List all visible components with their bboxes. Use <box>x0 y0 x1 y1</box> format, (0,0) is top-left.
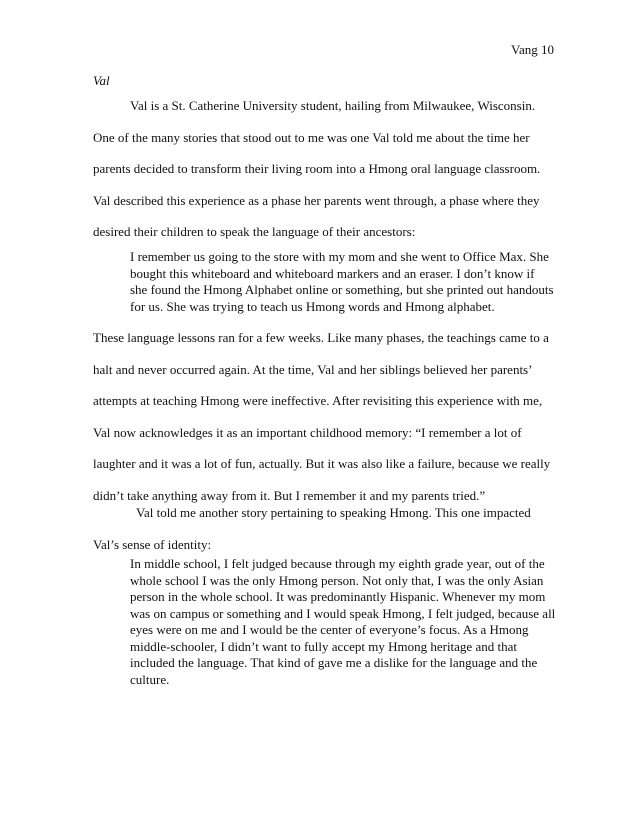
paragraph-line: Val is a St. Catherine University student, hailing from Milwaukee, Wisconsin. <box>130 98 536 113</box>
paragraph-line: These language lessons ran for a few weeks. Like many phases, the teachings came to a <box>93 330 549 345</box>
quote-line: included the language. That kind of gave me a dislike for the language and the <box>130 655 538 670</box>
paragraph-line: Val’s sense of identity: <box>93 536 212 552</box>
quote-line: culture. <box>130 671 170 687</box>
block-quote-1 <box>130 249 560 315</box>
quote-line: was on campus or something and I would speak Hmong, I felt judged, because all <box>130 605 556 621</box>
paragraph-line: Val described this experience as a phase her parents went through, a phase where they <box>93 192 540 208</box>
quote-line: for us. She was trying to teach us Hmong words and Hmong alphabet. <box>130 298 495 314</box>
paragraph-line: laughter and it was a lot of fun, actually. But it was also like a failure, because we really <box>93 456 551 471</box>
paragraph-2 <box>93 330 553 519</box>
paragraph-line: halt and never occurred again. At the time, Val and her siblings believed her parents’ <box>93 361 533 377</box>
quote-line: she found the Hmong Alphabet online or something, but she printed out handouts <box>130 282 554 297</box>
paragraph-line: parents decided to transform their living room into a Hmong oral language classroom. <box>93 161 541 176</box>
paragraph-line: Val told me another story pertaining to speaking Hmong. This one impacted <box>136 505 531 520</box>
paragraph-line: didn’t take anything away from it. But I remember it and my parents tried.” <box>93 487 486 503</box>
section-title: Val <box>93 73 110 88</box>
page-header: Vang 10 <box>511 42 554 57</box>
paragraph-1 <box>93 98 553 256</box>
paragraph-line: One of the many stories that stood out to me was one Val told me about the time her <box>93 129 530 145</box>
paragraph-line: desired their children to speak the language of their ancestors: <box>93 224 416 239</box>
paragraph-line: attempts at teaching Hmong were ineffective. After revisiting this experience with me, <box>93 393 543 408</box>
quote-line: eyes were on me and I would be the center of everyone’s focus. As a Hmong <box>130 622 529 637</box>
quote-line: person in the whole school. It was predominantly Hispanic. Whenever my mom <box>130 589 546 604</box>
block-quote-2 <box>130 556 560 688</box>
quote-line: whole school I was the only Hmong person. Not only that, I was the only Asian <box>130 572 544 588</box>
quote-line: middle-schooler, I didn’t want to fully accept my Hmong heritage and that <box>130 638 517 654</box>
paragraph-line: Val now acknowledges it as an important childhood memory: “I remember a lot of <box>93 424 522 440</box>
quote-line: bought this whiteboard and whiteboard markers and an eraser. I don’t know if <box>130 265 535 281</box>
quote-line: I remember us going to the store with my mom and she went to Office Max. She <box>130 249 549 264</box>
quote-line: In middle school, I felt judged because through my eighth grade year, out of the <box>130 556 545 571</box>
